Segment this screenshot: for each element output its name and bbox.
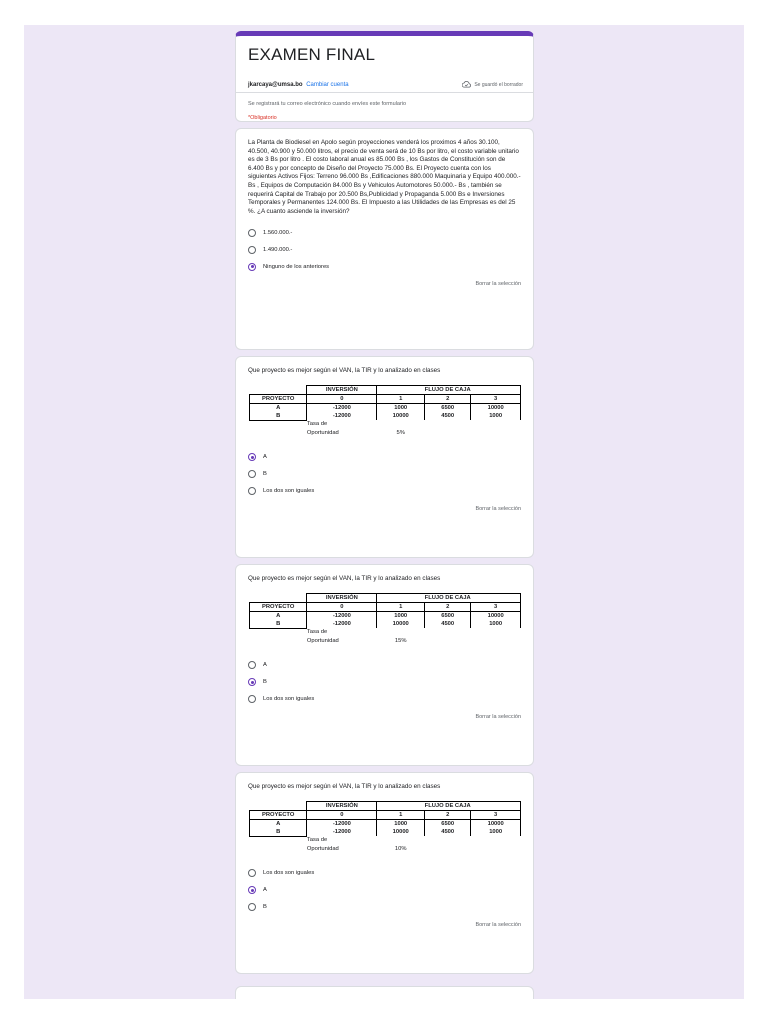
header-inversion: INVERSIÓN	[307, 801, 377, 810]
header-proyecto: PROYECTO	[250, 394, 307, 403]
tasa-label: Oportunidad	[306, 637, 339, 644]
table-cell: -12000	[307, 828, 377, 837]
header-flujo: FLUJO DE CAJA	[424, 594, 471, 601]
question-card-3	[235, 564, 534, 766]
form-header-card	[235, 31, 534, 122]
period-cell: 1	[377, 602, 425, 611]
table-cell: -12000	[307, 412, 377, 421]
option-3[interactable]	[248, 483, 521, 500]
option-label: Los dos son iguales	[263, 870, 315, 877]
radio-button[interactable]	[248, 453, 256, 461]
option-3[interactable]	[248, 899, 521, 916]
period-cell: 2	[425, 810, 471, 819]
page-background	[24, 25, 744, 999]
question-text: Que proyecto es mejor según el VAN, la TIR y lo analizado en clases	[248, 575, 441, 582]
option-label: B	[263, 471, 267, 478]
row-name: A	[250, 611, 307, 620]
table-cell: 4500	[425, 620, 471, 629]
row-name: B	[250, 412, 307, 421]
table-cell: 10000	[377, 620, 425, 629]
period-cell: 0	[307, 810, 377, 819]
saved-status	[462, 81, 523, 88]
required-note: *Obligatorio	[248, 115, 277, 121]
options-group	[248, 865, 521, 916]
table-cell: 1000	[377, 611, 425, 620]
table-cell: 10000	[377, 828, 425, 837]
option-1[interactable]	[248, 865, 521, 882]
tasa-label: Oportunidad	[306, 845, 339, 852]
option-3[interactable]	[248, 258, 521, 275]
radio-button[interactable]	[248, 246, 256, 254]
option-2[interactable]	[248, 241, 521, 258]
option-label: B	[263, 679, 267, 686]
radio-button[interactable]	[248, 903, 256, 911]
question-text: La Planta de Biodiesel en Apolo según proyecciones venderá los proximos 4 años 30.100, 40.500, 40.900 y 50.000 litros, el precio de venta será de 10 Bs por litro, el costo variable unitario es de 3 Bs por litro . El costo laboral anual es 85.000 Bs , los Gastos de Constitución son de 6.400 Bs y por concepto de Diseño del Proyecto 75.000 Bs. El Proyecto cuenta con los siguientes Activos Fijos: Terreno 96.000 Bs ,Edificaciones 880.000 Maquinaria y Equipo 400.000.- Bs , Equipos de Computación 84.000 Bs y Vehiculos Automotores 50.000.- Bs , también se requerirá Capital de Trabajo por 20.500 Bs,Publicidad y Propaganda 5.000 Bs e Inversiones Temporales y Permanentes 124.000 Bs. El Impuesto a las Utilidades de las Empresas es del 25 %. ¿A cuanto asciende la inversión?	[248, 139, 521, 215]
radio-button[interactable]	[248, 869, 256, 877]
table-cell: 1000	[377, 819, 425, 828]
question-card-1	[235, 128, 534, 350]
rate-value: 15%	[394, 637, 407, 644]
clear-selection-button[interactable]: Borrar la selección	[475, 921, 521, 928]
tasa-label: Tasa de	[306, 837, 328, 844]
header-inversion: INVERSIÓN	[307, 593, 377, 602]
table-cell: 1000	[471, 828, 521, 837]
table-cell: 1000	[377, 403, 425, 412]
table-cell: 6500	[425, 819, 471, 828]
period-cell: 3	[471, 394, 521, 403]
header-divider	[236, 92, 533, 93]
option-label: A	[263, 662, 267, 669]
tasa-label: Tasa de	[306, 421, 328, 428]
option-1[interactable]	[248, 449, 521, 466]
next-question-card	[235, 986, 534, 999]
header-flujo: FLUJO DE CAJA	[424, 386, 471, 393]
row-name: A	[250, 403, 307, 412]
option-label: Los dos son iguales	[263, 696, 315, 703]
radio-button[interactable]	[248, 229, 256, 237]
table-cell: -12000	[307, 611, 377, 620]
table-cell: 10000	[471, 611, 521, 620]
question-text: Que proyecto es mejor según el VAN, la TIR y lo analizado en clases	[248, 783, 441, 790]
table-cell: -12000	[307, 403, 377, 412]
option-1[interactable]	[248, 224, 521, 241]
option-2[interactable]	[248, 674, 521, 691]
option-1[interactable]	[248, 657, 521, 674]
radio-button[interactable]	[248, 487, 256, 495]
cash-flow-table	[249, 593, 521, 645]
period-cell: 3	[471, 602, 521, 611]
radio-button[interactable]	[248, 263, 256, 271]
table-cell: 4500	[425, 828, 471, 837]
question-card-2	[235, 356, 534, 558]
header-proyecto: PROYECTO	[250, 810, 307, 819]
radio-button[interactable]	[248, 886, 256, 894]
tasa-label: Oportunidad	[306, 429, 339, 436]
option-label: Ninguno de los anteriores	[263, 263, 330, 270]
switch-account-link[interactable]: Cambiar cuenta	[306, 82, 349, 88]
header-proyecto: PROYECTO	[250, 602, 307, 611]
period-cell: 0	[307, 602, 377, 611]
table-cell: 10000	[377, 412, 425, 421]
options-group	[248, 449, 521, 500]
option-2[interactable]	[248, 466, 521, 483]
question-card-4	[235, 772, 534, 974]
clear-selection-button[interactable]: Borrar la selección	[475, 281, 521, 288]
account-email: jkarcaya@umsa.bo	[248, 82, 303, 88]
saved-status-text: Se guardó el borrador	[474, 81, 523, 88]
table-cell: 1000	[471, 620, 521, 629]
header-inversion: INVERSIÓN	[307, 385, 377, 394]
radio-button[interactable]	[248, 661, 256, 669]
table-cell: 1000	[471, 412, 521, 421]
radio-button[interactable]	[248, 470, 256, 478]
radio-button[interactable]	[248, 678, 256, 686]
period-cell: 2	[425, 602, 471, 611]
table-cell: -12000	[307, 620, 377, 629]
option-3[interactable]	[248, 691, 521, 708]
table-cell: -12000	[307, 819, 377, 828]
option-label: A	[263, 454, 267, 461]
email-note: Se registrará tu correo electrónico cuando envíes este formulario	[248, 101, 407, 107]
form-title: EXAMEN FINAL	[248, 45, 376, 64]
clear-selection-button[interactable]: Borrar la selección	[475, 505, 521, 512]
cash-flow-table	[249, 801, 521, 853]
period-cell: 0	[307, 394, 377, 403]
option-label: A	[263, 887, 267, 894]
header-flujo: FLUJO DE CAJA	[424, 802, 471, 809]
question-text: Que proyecto es mejor según el VAN, la TIR y lo analizado en clases	[248, 367, 441, 374]
table-cell: 4500	[425, 412, 471, 421]
option-label: 1.560.000.-	[263, 229, 293, 236]
row-name: B	[250, 828, 307, 837]
cash-flow-table	[249, 385, 521, 437]
option-label: 1.490.000.-	[263, 246, 293, 253]
period-cell: 1	[377, 394, 425, 403]
radio-button[interactable]	[248, 695, 256, 703]
option-label: B	[263, 904, 267, 911]
period-cell: 2	[425, 394, 471, 403]
table-cell: 6500	[425, 403, 471, 412]
clear-selection-button[interactable]: Borrar la selección	[475, 713, 521, 720]
cloud-check-icon	[462, 81, 471, 88]
options-group	[248, 224, 521, 275]
period-cell: 1	[377, 810, 425, 819]
options-group	[248, 657, 521, 708]
form-column	[235, 31, 534, 974]
rate-value: 5%	[396, 429, 405, 436]
tasa-label: Tasa de	[306, 629, 328, 636]
option-2[interactable]	[248, 882, 521, 899]
row-name: A	[250, 819, 307, 828]
period-cell: 3	[471, 810, 521, 819]
table-cell: 10000	[471, 819, 521, 828]
rate-value: 10%	[394, 845, 407, 852]
account-line	[248, 82, 349, 88]
row-name: B	[250, 620, 307, 629]
option-label: Los dos son iguales	[263, 488, 315, 495]
table-cell: 6500	[425, 611, 471, 620]
table-cell: 10000	[471, 403, 521, 412]
